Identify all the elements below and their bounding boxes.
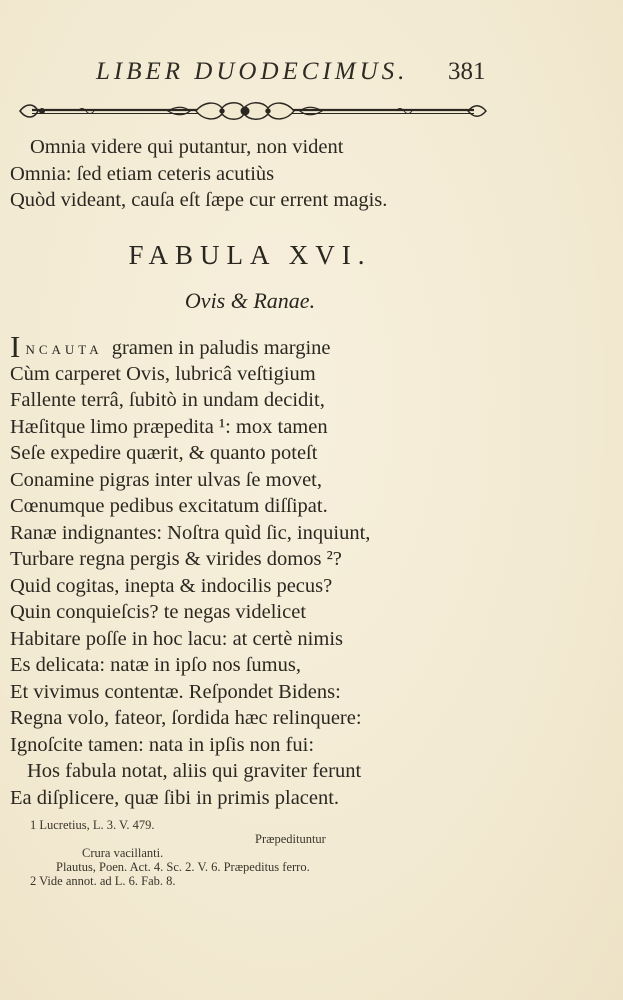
running-title: LIBER DUODECIMUS. bbox=[96, 58, 409, 85]
verse-line: Quid cogitas, inepta & indocilis pecus? bbox=[10, 574, 333, 597]
verse-line: Turbare regna pergis & virides domos ²? bbox=[10, 548, 342, 570]
verse-line: Hæſitque limo præpedita ¹: mox tamen bbox=[10, 415, 328, 438]
verse-line: Omnia videre qui putantur, non vident bbox=[30, 136, 344, 158]
small-caps-word: NCAUTA bbox=[25, 342, 103, 357]
verse-line: Quin conquieſcis? te negas videlicet bbox=[10, 601, 307, 623]
verse-line: Et vivimus contentæ. Reſpondet Bidens: bbox=[10, 680, 341, 703]
footnote-1-quote-a: Præpedituntur bbox=[255, 832, 326, 846]
verse-line: Fallente terrâ, ſubitò in undam decidit, bbox=[10, 389, 325, 411]
first-line-rest: gramen in paludis margine bbox=[111, 337, 331, 359]
verse-line: Es delicata: natæ in ipſo nos ſumus, bbox=[10, 654, 301, 676]
verse-line: Conamine pigras inter ulvas ſe movet, bbox=[10, 468, 322, 491]
footnote-2: 2 Vide annot. ad L. 6. Fab. 8. bbox=[30, 874, 176, 888]
drop-capital: I bbox=[10, 329, 21, 364]
verse-line: Omnia: ſed etiam ceteris acutiùs bbox=[10, 162, 275, 185]
verse-line: Seſe expedire quærit, & quanto poteſt bbox=[10, 442, 318, 464]
verse-line: Ignoſcite tamen: nata in ipſis non fui: bbox=[10, 733, 315, 756]
footnote-1-reference: Plautus, Poen. Act. 4. Sc. 2. V. 6. Præpeditus ferro. bbox=[56, 860, 310, 874]
previous-fable-ending bbox=[10, 134, 610, 214]
moral-line: Hos fabula notat, aliis qui graviter ferunt bbox=[27, 760, 362, 782]
fleuron-rule-icon bbox=[18, 98, 488, 124]
verse-line: Regna volo, fateor, ſordida hæc relinquere: bbox=[10, 707, 362, 729]
page-number: 381 bbox=[448, 58, 486, 85]
verse-line: Ranæ indignantes: Noſtra quìd ſic, inquiunt, bbox=[10, 521, 371, 544]
footnote-1: 1 Lucretius, L. 3. V. 479. bbox=[30, 818, 155, 832]
verse-line: Cùm carperet Ovis, lubricâ veſtigium bbox=[10, 362, 316, 385]
moral-line: Ea diſplicere, quæ ſibi in primis placent. bbox=[10, 786, 340, 809]
fable-heading: FABULA XVI. bbox=[128, 240, 372, 270]
verse-line: Habitare poſſe in hoc lacu: at certè nimis bbox=[10, 627, 343, 650]
verse-line: Cœnumque pedibus excitatum diſſipat. bbox=[10, 495, 328, 517]
footnote-1-quote-b: Crura vacillanti. bbox=[82, 846, 164, 860]
page-header bbox=[0, 58, 623, 92]
verse-line: Quòd videant, cauſa eſt ſæpe cur errent magis. bbox=[10, 189, 388, 211]
fable-text bbox=[10, 329, 610, 811]
verse-line-first bbox=[10, 329, 610, 364]
fable-subtitle: Ovis & Ranae. bbox=[184, 288, 316, 313]
